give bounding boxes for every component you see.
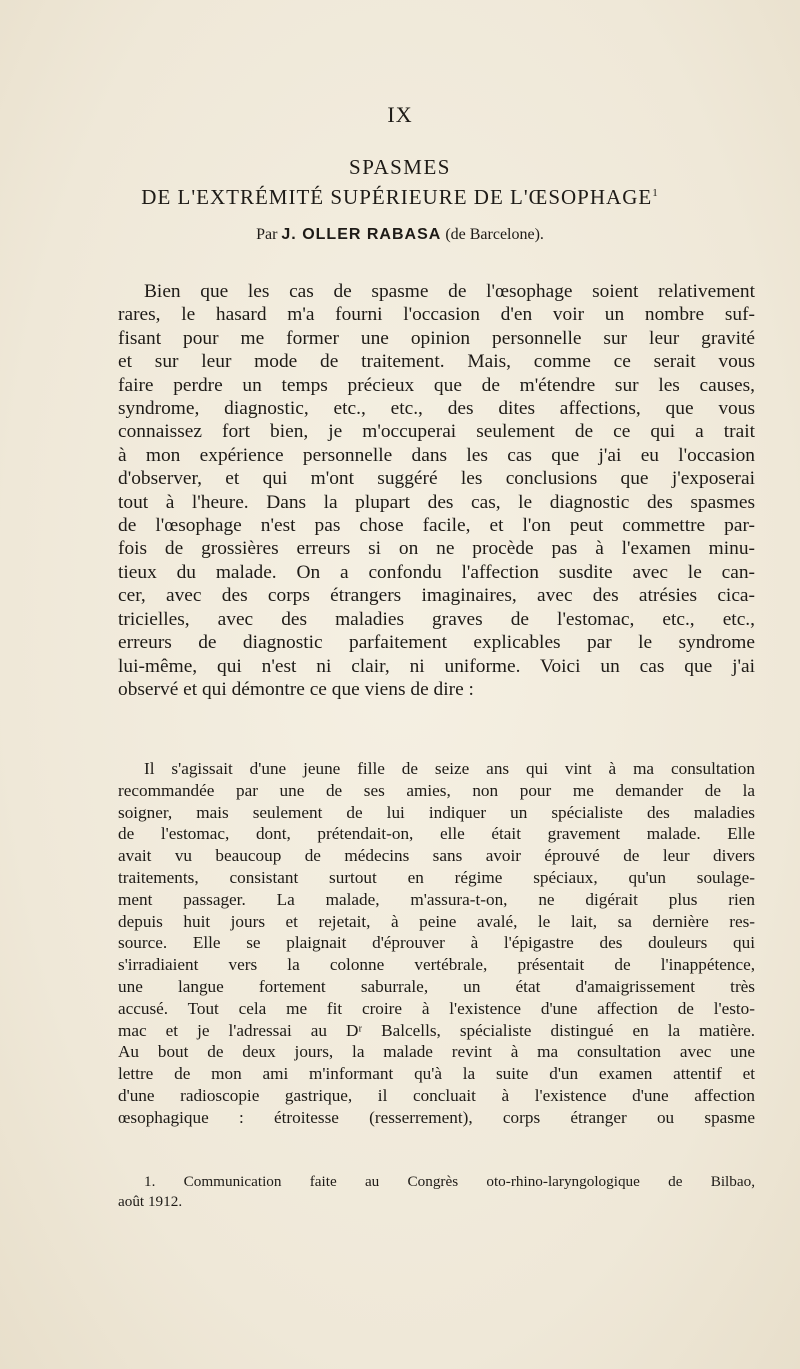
text-line: lettre de mon ami m'informant qu'à la suite d'un examen attentif et bbox=[118, 1064, 755, 1084]
text-line: de l'œsophage n'est pas chose facile, et l'on peut commettre par- bbox=[118, 515, 755, 537]
text-line: faire perdre un temps précieux que de m'étendre sur les causes, bbox=[118, 374, 755, 396]
footnote-line: août 1912. bbox=[118, 1193, 183, 1210]
text-line: lui-même, qui n'est ni clair, ni uniforme. Voici un cas que j'ai bbox=[118, 655, 755, 677]
text-line: depuis huit jours et rejetait, à peine avalé, le lait, sa dernière res- bbox=[118, 911, 755, 931]
text-line: traitements, consistant surtout en régime spéciaux, qu'un soulage- bbox=[118, 867, 755, 887]
text-line: erreurs de diagnostic parfaitement explicables par le syndrome bbox=[118, 632, 755, 654]
text-line: de l'estomac, dont, prétendait-on, elle était gravement malade. Elle bbox=[118, 824, 755, 844]
text-line: une langue fortement saburrale, un état d'amaigrissement très bbox=[118, 976, 755, 996]
text-line: tout à l'heure. Dans la plupart des cas, le diagnostic des spasmes bbox=[118, 491, 755, 513]
author-affiliation: (de Barcelone). bbox=[445, 226, 544, 243]
title-line-2-text: DE L'EXTRÉMITÉ SUPÉRIEURE DE L'ŒSOPHAGE bbox=[141, 185, 653, 209]
text-line: connaissez fort bien, je m'occuperai seulement de ce qui a trait bbox=[118, 421, 755, 443]
text-line: accusé. Tout cela me fit croire à l'existence d'une affection de l'esto- bbox=[118, 998, 755, 1018]
text-line: soigner, mais seulement de lui indiquer un spécialiste des maladies bbox=[118, 802, 755, 822]
byline bbox=[0, 226, 800, 244]
footnote-mark: 1 bbox=[652, 187, 659, 199]
text-line: œsophagique : étroitesse (resserrement), corps étranger ou spasme bbox=[118, 1107, 755, 1127]
text-line: source. Elle se plaignait d'éprouver à l'épigastre des douleurs qui bbox=[118, 933, 755, 953]
paragraph-intro bbox=[118, 280, 755, 701]
footnote bbox=[118, 1172, 755, 1212]
paragraph-case-report bbox=[118, 758, 755, 1129]
text-line: cer, avec des corps étrangers imaginaires, avec des atrésies cica- bbox=[118, 585, 755, 607]
text-line: recommandée par une de ses amies, non pour me demander de la bbox=[118, 780, 755, 800]
text-line: Au bout de deux jours, la malade revint à ma consultation avec une bbox=[118, 1042, 755, 1062]
text-line: syndrome, diagnostic, etc., etc., des dites affections, que vous bbox=[118, 398, 755, 420]
footnote-line: 1. Communication faite au Congrès oto-rhino-laryngologique de Bilbao, bbox=[144, 1173, 755, 1190]
chapter-number: IX bbox=[387, 102, 413, 127]
text-line: d'observer, et qui m'ont suggéré les conclusions que j'exposerai bbox=[118, 468, 755, 490]
text-line: et sur leur mode de traitement. Mais, comme ce serait vous bbox=[118, 351, 755, 373]
text-line: d'une radioscopie gastrique, il concluait à l'existence d'une affection bbox=[118, 1085, 755, 1105]
text-line: avait vu beaucoup de médecins sans avoir éprouvé de leur divers bbox=[118, 846, 755, 866]
text-line: tieux du malade. On a confondu l'affection susdite avec le can- bbox=[118, 561, 755, 583]
author-name: J. OLLER RABASA bbox=[281, 226, 442, 243]
text-line: rares, le hasard m'a fourni l'occasion d'en voir un nombre suf- bbox=[118, 304, 755, 326]
text-line: mac et je l'adressai au Dʳ Balcells, spécialiste distingué en la matière. bbox=[118, 1020, 755, 1040]
text-line: tricielles, avec des maladies graves de l'estomac, etc., etc., bbox=[118, 608, 755, 630]
title-line-2 bbox=[0, 185, 800, 210]
text-line: Bien que les cas de spasme de l'œsophage soient relativement bbox=[144, 281, 755, 302]
title-line-1: SPASMES bbox=[349, 155, 451, 179]
text-line: ment passager. La malade, m'assura-t-on, ne digérait plus rien bbox=[118, 889, 755, 909]
text-line: à mon expérience personnelle dans les cas que j'ai eu l'occasion bbox=[118, 444, 755, 466]
text-line: fisant pour me former une opinion personnelle sur leur gravité bbox=[118, 327, 755, 349]
text-line: Il s'agissait d'une jeune fille de seize ans qui vint à ma consultation bbox=[144, 759, 755, 778]
text-line: fois de grossières erreurs si on ne procède pas à l'examen minu- bbox=[118, 538, 755, 560]
byline-prefix: Par bbox=[256, 226, 278, 243]
text-line: s'irradiaient vers la colonne vertébrale, présentait de l'inappétence, bbox=[118, 955, 755, 975]
text-line: observé et qui démontre ce que viens de dire : bbox=[118, 678, 474, 700]
